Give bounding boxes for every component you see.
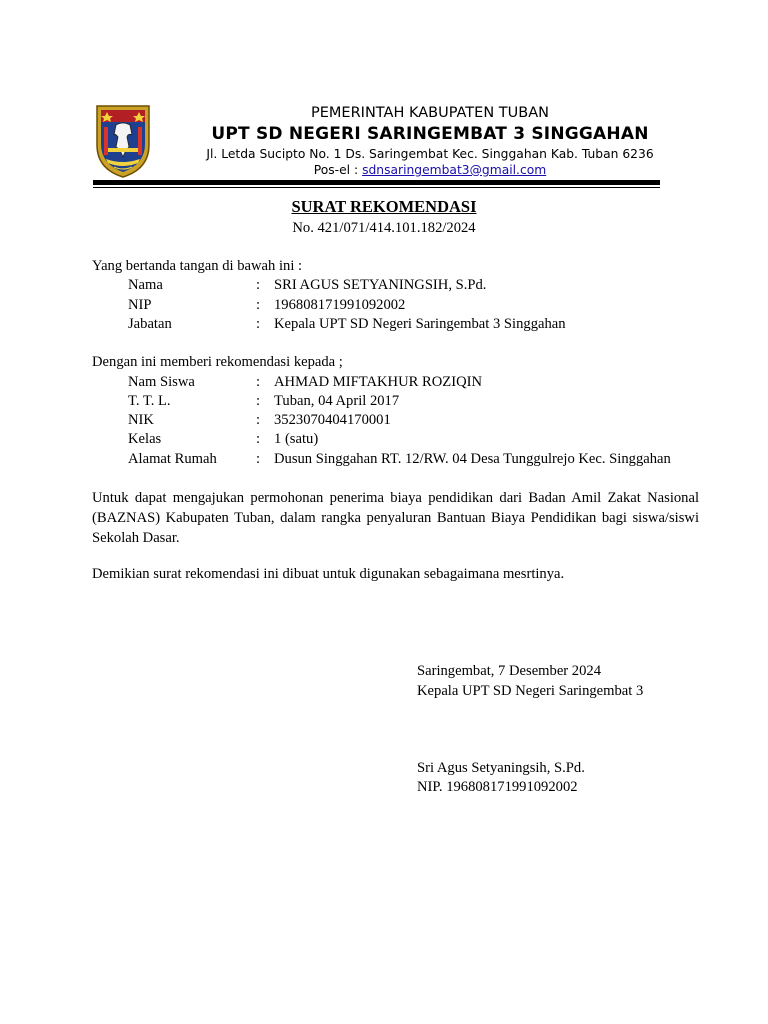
field-label: T. T. L. (128, 393, 171, 409)
signatory-intro: Yang bertanda tangan di bawah ini : (92, 258, 303, 274)
letterhead-address: Jl. Letda Sucipto No. 1 Ds. Saringembat Kec. Singgahan Kab. Tuban 6236 (206, 147, 654, 161)
field-label: Jabatan (128, 316, 172, 332)
field-value: Tuban, 04 April 2017 (274, 393, 400, 409)
field-value: Dusun Singgahan RT. 12/RW. 04 Desa Tunggulrejo Kec. Singgahan (274, 451, 671, 467)
field-label: Alamat Rumah (128, 451, 217, 467)
field-value: AHMAD MIFTAKHUR ROZIQIN (274, 374, 483, 390)
letter-title: SURAT REKOMENDASI (291, 197, 477, 216)
field-value: 1 (satu) (274, 431, 319, 447)
field-value: Kepala UPT SD Negeri Saringembat 3 Singgahan (274, 316, 566, 332)
field-colon: : (256, 277, 261, 293)
signature-name: Sri Agus Setyaningsih, S.Pd. (417, 760, 585, 776)
field-label: Nama (128, 277, 163, 293)
field-colon: : (256, 316, 261, 332)
field-colon: : (256, 412, 261, 428)
signature-position: Kepala UPT SD Negeri Saringembat 3 (417, 683, 644, 699)
field-value: 196808171991092002 (274, 297, 406, 313)
letterhead-school-name: UPT SD NEGERI SARINGEMBAT 3 SINGGAHAN (211, 124, 649, 144)
purpose-paragraph: Untuk dapat mengajukan permohonan penerima biaya pendidikan dari Badan Amil Zakat Nasional (BAZNAS) Kabupaten Tuban, dalam rangka penyaluran Bantuan Biaya Pendidikan bagi siswa/siswi Sekolah Dasar. (92, 490, 699, 546)
email-link[interactable]: sdnsaringembat3@gmail.com (362, 163, 547, 177)
field-value: SRI AGUS SETYANINGSIH, S.Pd. (274, 277, 487, 293)
signature-place-date: Saringembat, 7 Desember 2024 (417, 663, 601, 679)
letterhead-divider-thin (93, 187, 660, 188)
field-label: NIP (128, 297, 152, 313)
field-colon: : (256, 431, 261, 447)
field-colon: : (256, 374, 261, 390)
field-label: Kelas (128, 431, 162, 447)
field-value: 3523070404170001 (274, 412, 391, 428)
field-label: Nam Siswa (128, 374, 195, 390)
field-colon: : (256, 297, 261, 313)
field-colon: : (256, 451, 261, 467)
email-label: Pos-el : (313, 163, 363, 177)
letterhead-government: PEMERINTAH KABUPATEN TUBAN (311, 105, 549, 121)
student-intro: Dengan ini memberi rekomendasi kepada ; (92, 354, 343, 370)
signature-nip: NIP. 196808171991092002 (417, 779, 578, 795)
field-label: NIK (128, 412, 154, 428)
letterhead-email-line (170, 163, 690, 177)
field-colon: : (256, 393, 261, 409)
letterhead-divider-thick (93, 180, 660, 185)
letter-number: No. 421/071/414.101.182/2024 (292, 220, 476, 236)
closing-paragraph: Demikian surat rekomendasi ini dibuat untuk digunakan sebagaimana mesrtinya. (92, 566, 565, 582)
tuban-regency-emblem-icon (94, 103, 152, 179)
